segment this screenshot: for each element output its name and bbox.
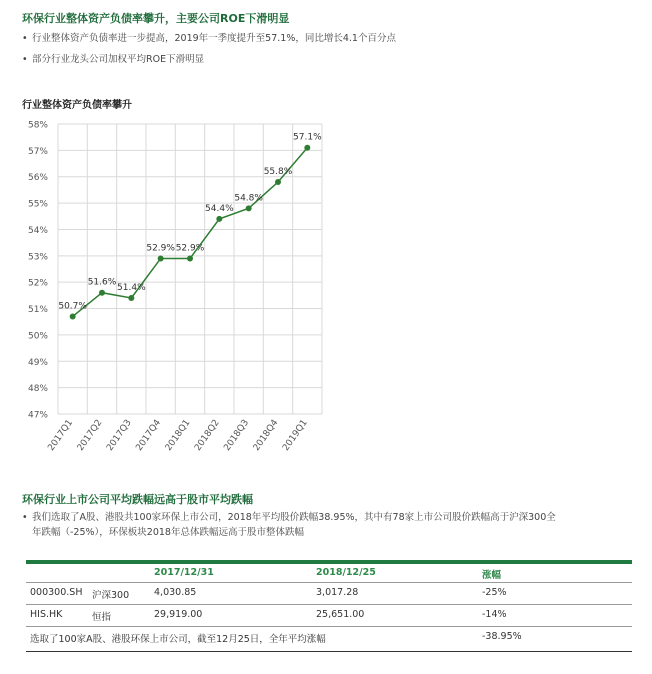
section2-heading: 环保行业上市公司平均跌幅远高于股市平均跌幅 [22,493,253,506]
row-change: -14% [482,609,507,620]
data-label: 51.6% [87,277,117,288]
y-tick-label: 57% [27,146,48,157]
x-tick-label: 2018Q1 [163,417,193,453]
y-tick-label: 50% [27,331,48,342]
data-point [216,216,222,222]
x-tick-label: 2017Q2 [75,417,105,453]
table-footer-row [26,627,632,652]
bullet-3-line1: 我们选取了A股、港股共100家环保上市公司，2018年平均股价跌幅38.95%，其中有78家上市公司股价跌幅高于沪深300全 [32,512,556,523]
y-tick-label: 54% [27,225,48,236]
x-tick-label: 2017Q1 [46,417,76,453]
x-tick-label: 2017Q3 [105,417,134,453]
row-change: -25% [482,587,507,598]
y-tick-label: 47% [27,410,48,421]
data-point [187,255,193,261]
bullet-2 [22,52,204,67]
header-2017: 2017/12/31 [154,567,214,578]
row-value-2018: 3,017.28 [316,587,359,598]
data-label: 54.8% [234,193,263,204]
data-point [275,179,281,185]
x-tick-label: 2019Q1 [281,417,310,453]
y-tick-label: 49% [27,357,48,368]
y-tick-label: 55% [27,199,48,210]
bullet-dot: • [22,512,28,523]
row-value-2017: 29,919.00 [154,609,203,620]
row-code: HIS.HK [30,609,63,620]
bullet-2-text: 部分行业龙头公司加权平均ROE下滑明显 [32,54,205,65]
y-tick-label: 51% [27,305,48,316]
page-heading: 环保行业整体资产负债率攀升，主要公司ROE下滑明显 [22,12,290,25]
bullet-1 [22,31,396,46]
row-code: 000300.SH [30,587,83,598]
data-point [246,205,252,211]
chart-title: 行业整体资产负债率攀升 [22,100,132,111]
data-point [304,145,310,151]
row-name: 恒指 [92,612,112,623]
footer-change: -38.95% [482,631,522,642]
y-tick-label: 53% [27,252,48,263]
data-point [99,290,105,296]
debt-ratio-line-chart [0,112,652,472]
x-tick-label: 2018Q2 [193,417,222,453]
data-point [70,313,76,319]
table-row [26,583,632,605]
header-2018: 2018/12/25 [316,567,376,578]
y-tick-label: 56% [27,173,48,184]
row-value-2017: 4,030.85 [154,587,197,598]
data-label: 50.7% [58,301,87,312]
x-tick-label: 2017Q4 [134,417,164,453]
footer-text: 选取了100家A股、港股环保上市公司，截至12月25日，全年平均涨幅 [30,634,326,645]
table-header-row [26,564,632,583]
data-label: 54.4% [205,203,234,214]
data-label: 52.9% [146,243,175,254]
row-name: 沪深300 [92,590,130,601]
y-tick-label: 58% [27,120,48,131]
bullet-3-line2: 年跌幅（-25%），环保板块2018年总体跌幅远高于股市整体跌幅 [32,527,304,538]
y-tick-label: 52% [27,278,48,289]
y-tick-label: 48% [27,384,48,395]
x-tick-label: 2018Q4 [251,417,281,453]
comparison-table [26,560,632,652]
data-point [158,255,164,261]
header-change: 涨幅 [482,570,502,581]
data-label: 51.4% [117,283,146,293]
data-point [128,295,134,301]
bullet-dot: • [22,54,28,65]
bullet-1-text: 行业整体资产负债率进一步提高，2019年一季度提升至57.1%，同比增长4.1个百分点 [32,33,396,44]
bullet-3 [22,510,632,540]
x-tick-label: 2018Q3 [222,417,252,453]
data-label: 52.9% [175,243,205,254]
bullet-dot: • [22,33,28,44]
table-row [26,605,632,627]
row-value-2018: 25,651.00 [316,609,365,620]
data-label: 55.8% [263,167,293,177]
data-label: 57.1% [293,132,322,143]
